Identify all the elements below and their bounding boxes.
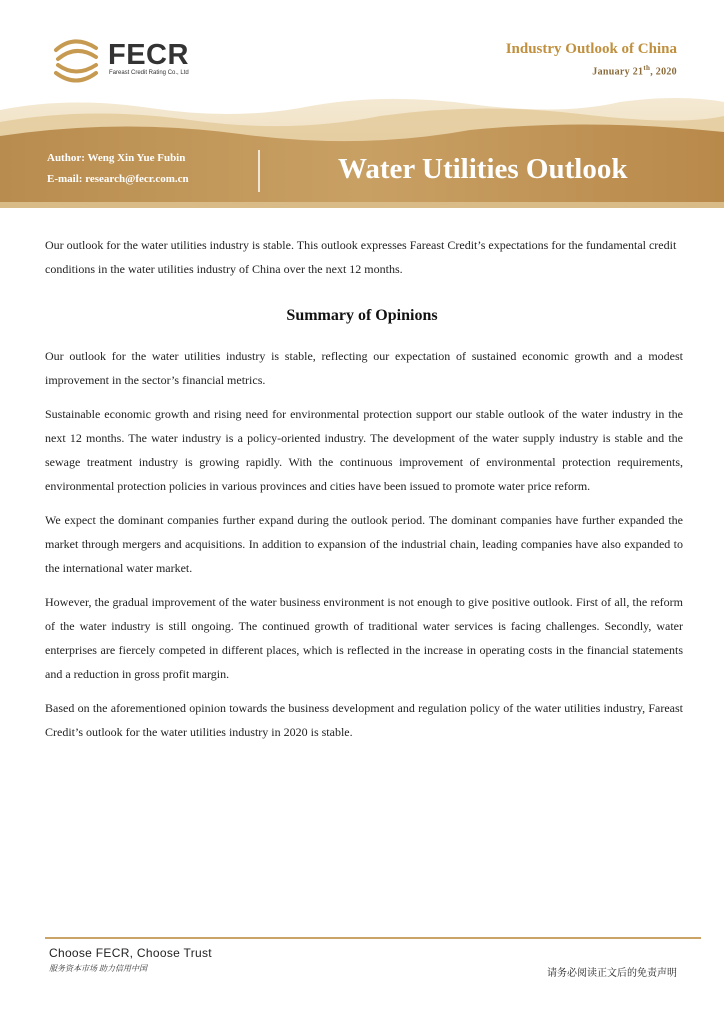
footer-divider [45, 937, 701, 939]
summary-paragraph: However, the gradual improvement of the water business environment is not enough to give positive outlook. First of all, the reform of the water industry is still ongoing. The continued growth of traditional water services is facing challenges. Secondly, water enterprises are fiercely competed in different places, which is reflected in the increase in operating costs in the financial statements and a reduction in gross profit margin. [45, 595, 683, 681]
intro-paragraph: Our outlook for the water utilities industry is stable. This outlook expresses Fareast Credit’s expectations for the fundamental credit conditions in the water utilities industry of China over the next 12 months. [45, 238, 677, 276]
date-prefix: January 21 [592, 66, 644, 78]
footer-disclaimer: 请务必阅读正文后的免责声明 [547, 968, 677, 979]
fecr-emblem-icon [52, 38, 102, 83]
fecr-logo [52, 38, 222, 83]
logo-name: FECR [108, 39, 189, 71]
document-title: Water Utilities Outlook [338, 153, 628, 185]
banner-divider [258, 150, 260, 192]
author-line: Author: Weng Xin Yue Fubin [47, 152, 186, 164]
footer-motto: 服务资本市场 助力信用中国 [49, 964, 147, 973]
summary-paragraph: Based on the aforementioned opinion towards the business development and regulation policy of the water utilities industry, Fareast Credit’s outlook for the water utilities industry in 2020 is stable. [45, 701, 683, 739]
email-line[interactable]: E-mail: research@fecr.com.cn [47, 173, 189, 185]
date-ordinal: th [643, 64, 651, 72]
report-date [592, 64, 677, 77]
section-heading: Summary of Opinions [286, 307, 438, 324]
title-banner [0, 92, 724, 208]
footer-slogan: Choose FECR, Choose Trust [49, 946, 212, 960]
banner-waves-graphic [0, 92, 724, 208]
date-year: , 2020 [650, 66, 677, 78]
summary-paragraph: Our outlook for the water utilities industry is stable, reflecting our expectation of sustained economic growth and a modest improvement in the sector’s financial metrics. [45, 349, 683, 387]
summary-paragraph: Sustainable economic growth and rising need for environmental protection support our stable outlook of the water industry in the next 12 months. The water industry is a policy-oriented industry. The development of the water supply industry is stable and the sewage treatment industry is growing rapidly. With the continuous improvement of environmental protection requirements, environmental protection policies in various provinces and cities have been issued to promote water price reform. [45, 407, 683, 493]
summary-paragraph: We expect the dominant companies further expand during the outlook period. The dominant companies have further expanded the market through mergers and acquisitions. In addition to expansion of the industrial chain, leading companies have also expanded to the international water market. [45, 513, 683, 575]
summary-body [45, 344, 683, 754]
logo-subtitle: Fareast Credit Rating Co., Ltd [109, 70, 189, 76]
report-series: Industry Outlook of China [505, 41, 677, 57]
